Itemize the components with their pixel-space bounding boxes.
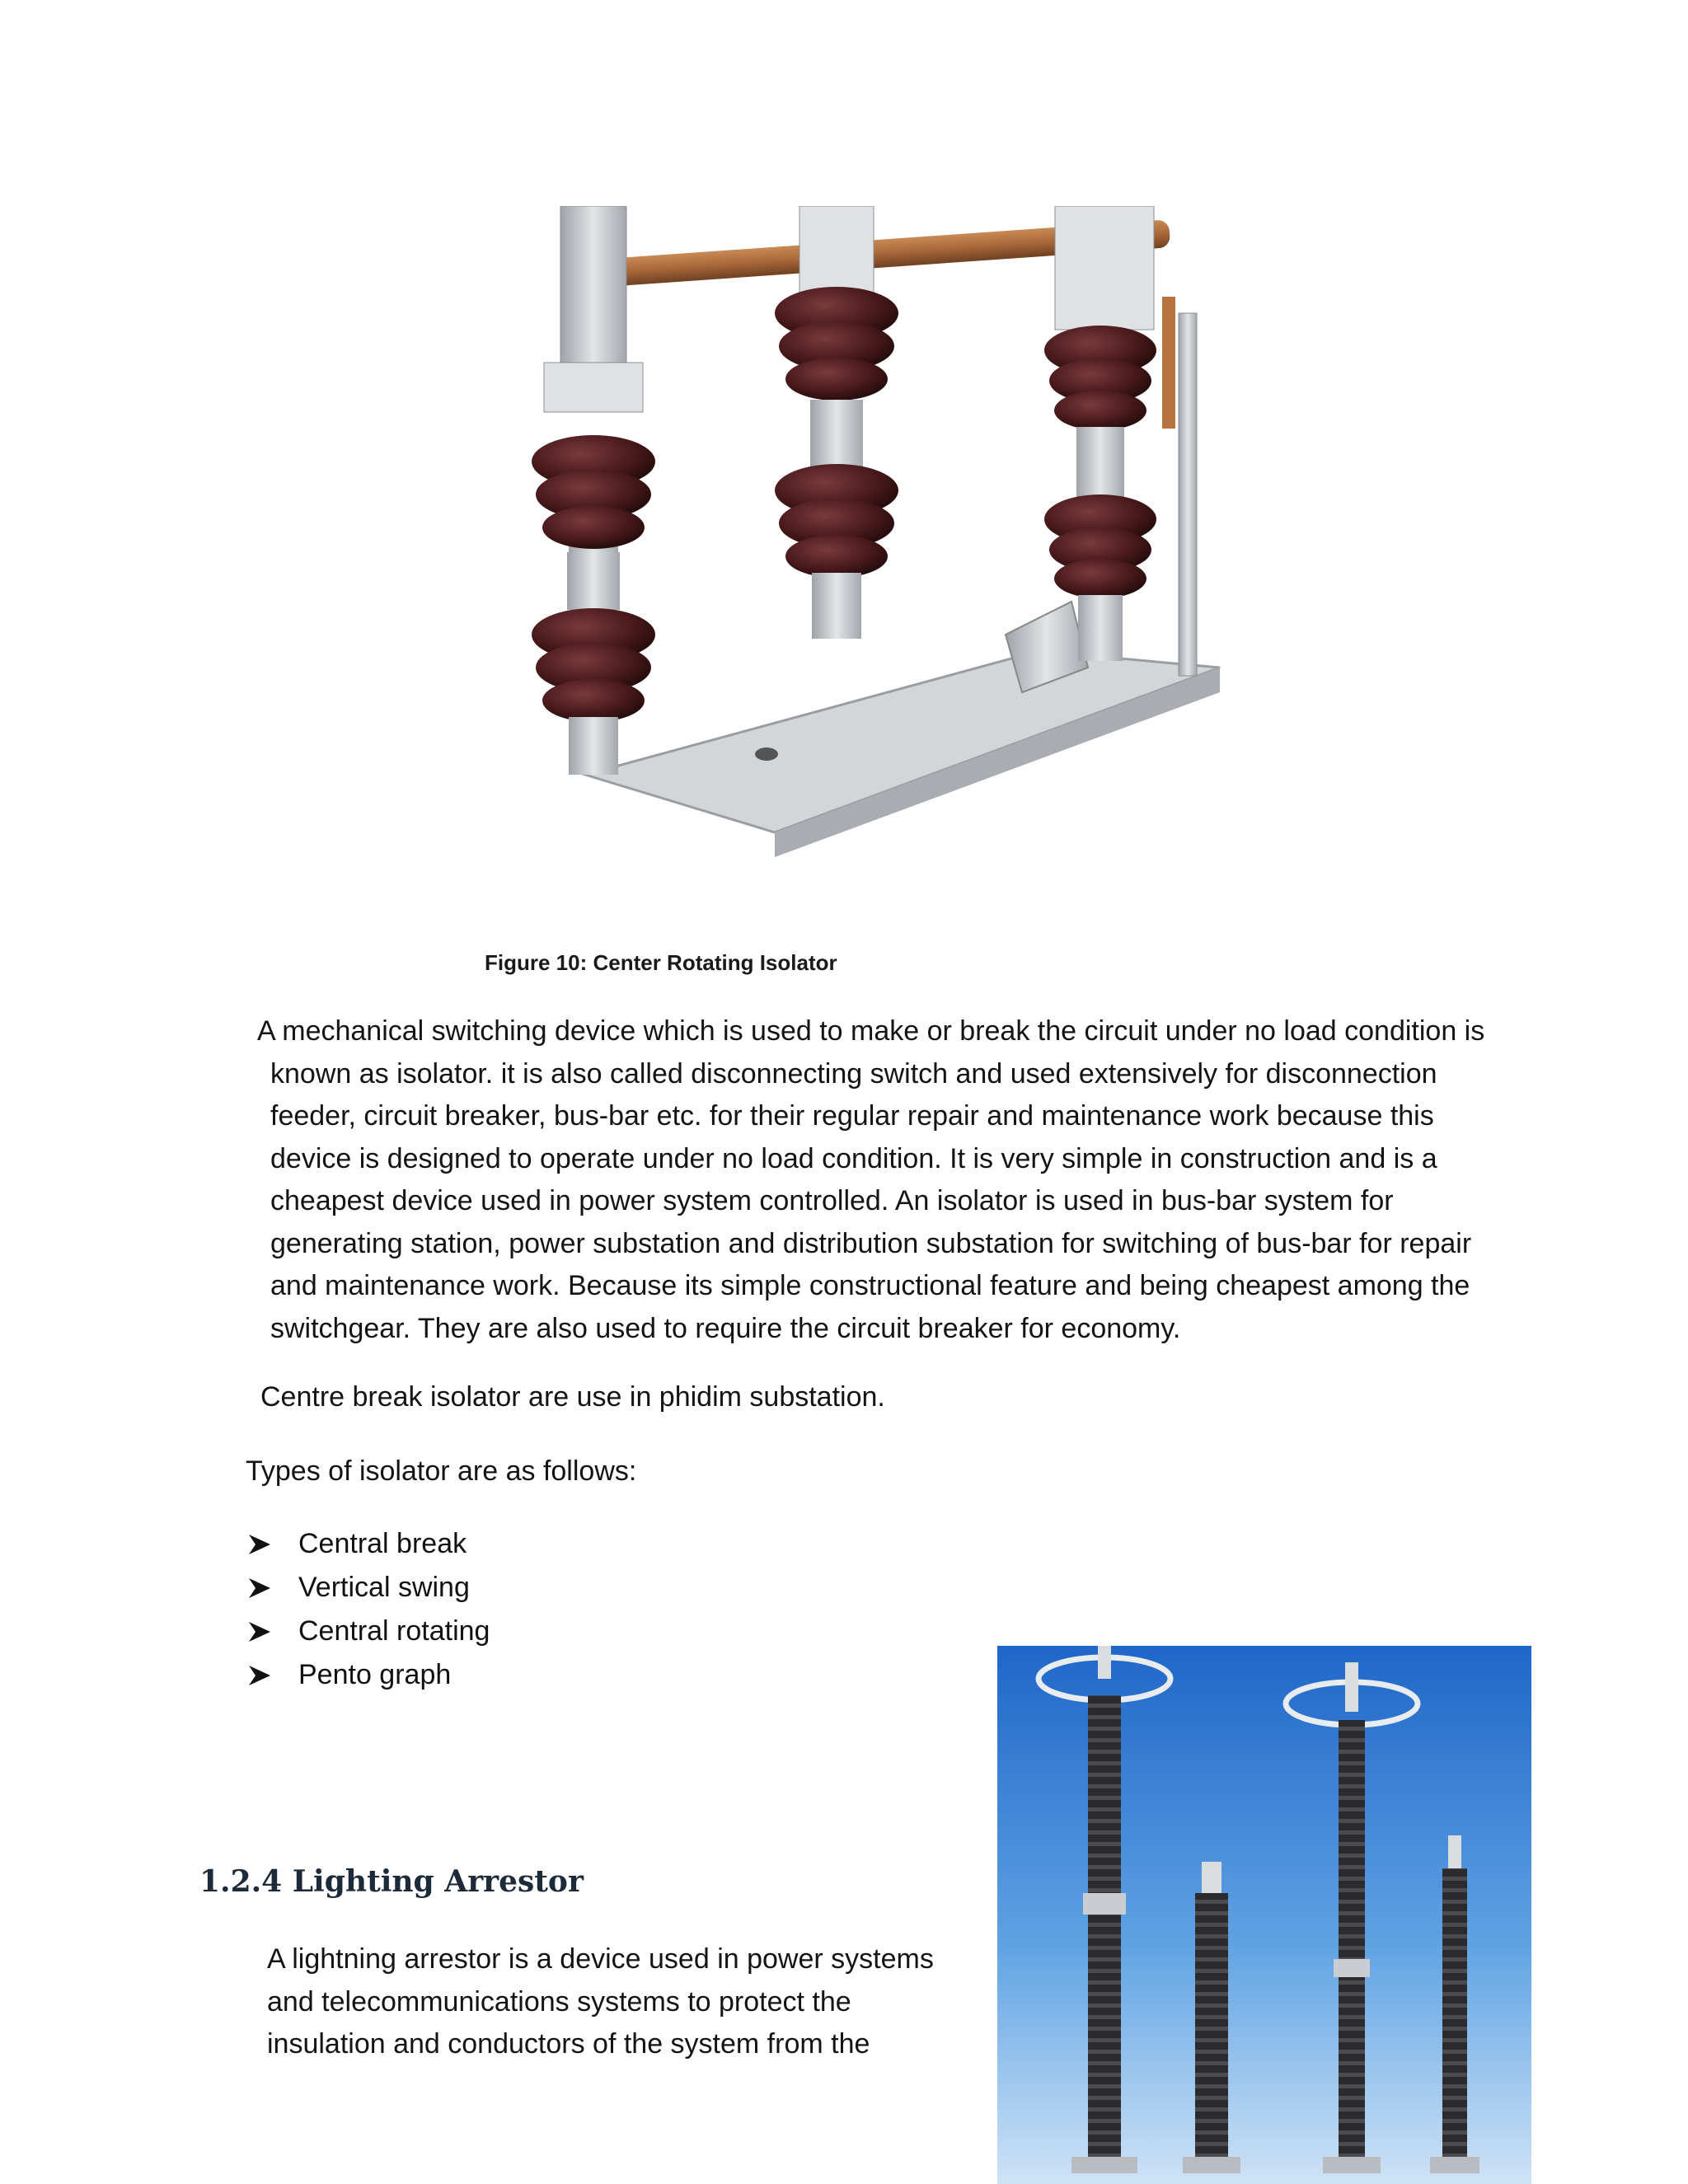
isolator-types-list [247, 1522, 490, 1697]
paragraph-line: and maintenance work. Because its simple constructional feature and being cheapest among the [270, 1270, 1470, 1301]
list-item [247, 1566, 490, 1610]
paragraph-line: known as isolator. it is also called disconnecting switch and used extensively for disconnection [270, 1057, 1437, 1090]
arrow-bullet-icon [247, 1620, 298, 1643]
arrow-bullet-icon [247, 1577, 298, 1600]
list-item [247, 1653, 490, 1697]
paragraph-line: cheapest device used in power system controlled. An isolator is used in bus-bar system for [270, 1185, 1394, 1216]
paragraph-line: feeder, circuit breaker, bus-bar etc. for their regular repair and maintenance work because this [270, 1100, 1434, 1132]
paragraph-line: device is designed to operate under no load condition. It is very simple in construction and is a [270, 1142, 1437, 1174]
arrestor-paragraph [267, 1938, 934, 2066]
isolator-paragraph [257, 1010, 1484, 1350]
paragraph-line: and telecommunications systems to protect the [267, 1985, 851, 2018]
paragraph-line: switchgear. They are also used to require the circuit breaker for economy. [270, 1312, 1181, 1344]
list-item [247, 1522, 490, 1566]
list-item [247, 1610, 490, 1653]
isolator-photo [511, 206, 1253, 857]
arrow-bullet-icon [247, 1664, 298, 1687]
list-item-label: Central rotating [298, 1615, 490, 1647]
arrow-bullet-icon [247, 1533, 298, 1556]
section-heading: 1.2.4 Lighting Arrestor [199, 1864, 584, 1899]
paragraph-line: insulation and conductors of the system from the [267, 2028, 870, 2060]
lightning-arrestor-photo [997, 1646, 1531, 2184]
list-item-label: Pento graph [298, 1659, 452, 1690]
list-item-label: Central break [298, 1528, 467, 1559]
paragraph-line: generating station, power substation and distribution substation for switching of bus-bar for repair [270, 1227, 1472, 1259]
centre-break-note: Centre break isolator are use in phidim substation. [260, 1381, 885, 1413]
paragraph-line: A mechanical switching device which is used to make or break the circuit under no load condition is [257, 1015, 1485, 1047]
list-item-label: Vertical swing [298, 1572, 470, 1603]
types-intro: Types of isolator are as follows: [246, 1455, 637, 1487]
paragraph-line: A lightning arrestor is a device used in power systems [267, 1943, 934, 1975]
figure-caption: Figure 10: Center Rotating Isolator [485, 950, 837, 975]
